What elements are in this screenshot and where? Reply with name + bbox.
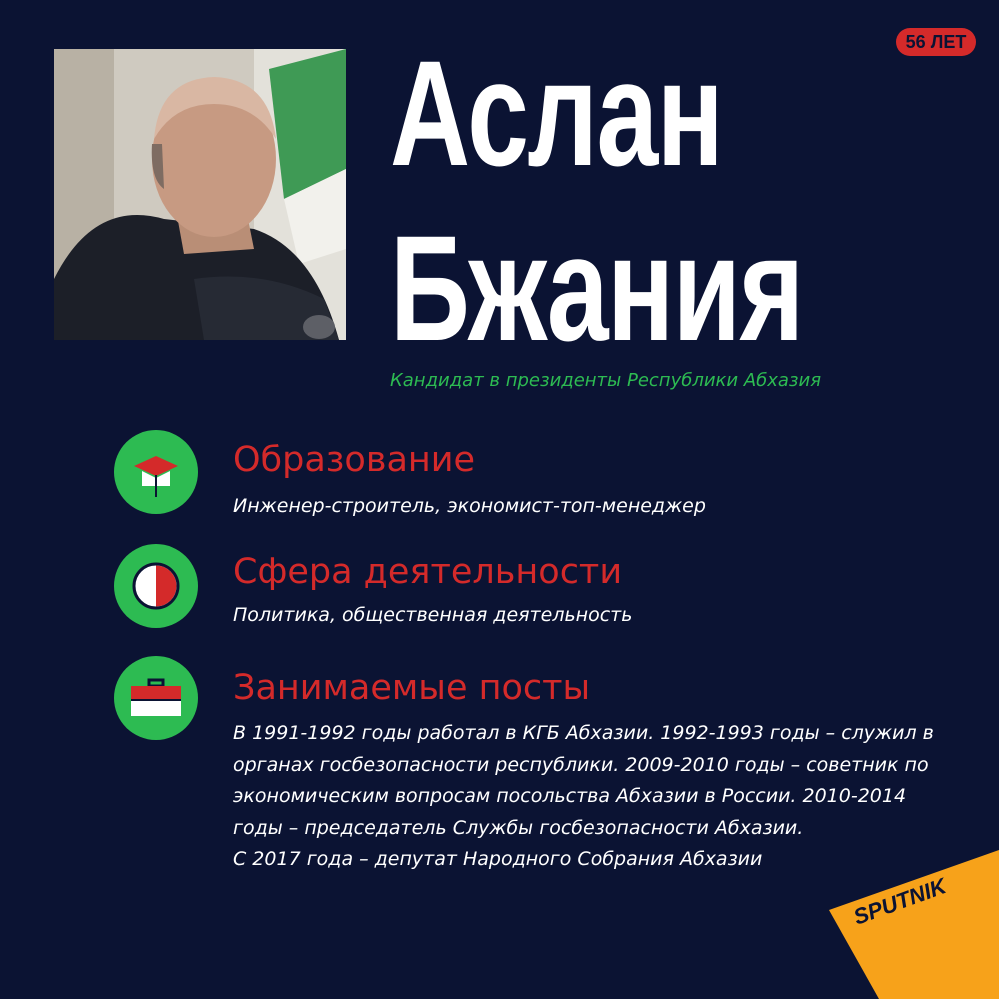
half-circle-icon bbox=[114, 544, 198, 628]
sputnik-logo bbox=[829, 850, 999, 999]
portrait-photo bbox=[54, 49, 346, 340]
posts-line: экономическим вопросам посольства Абхазии в России. 2010-2014 bbox=[233, 785, 907, 807]
sputnik-logo-text: SPUTNIK bbox=[850, 873, 950, 930]
first-name-heading: Аслан bbox=[390, 29, 723, 197]
age-badge: 56 ЛЕТ bbox=[896, 28, 976, 56]
education-text: Инженер-строитель, экономист-топ-менеджер bbox=[233, 495, 706, 517]
posts-line: В 1991-1992 годы работал в КГБ Абхазии. 1992-1993 годы – служил в bbox=[233, 722, 934, 744]
briefcase-icon bbox=[114, 656, 198, 740]
last-name-heading: Бжания bbox=[390, 204, 803, 372]
posts-title: Занимаемые посты bbox=[233, 668, 591, 708]
posts-line: органах госбезопасности республики. 2009-2010 годы – советник по bbox=[233, 753, 929, 776]
graduation-cap-icon bbox=[114, 430, 198, 514]
education-title: Образование bbox=[233, 440, 476, 480]
candidate-subtitle: Кандидат в президенты Республики Абхазия bbox=[390, 370, 822, 391]
sphere-text: Политика, общественная деятельность bbox=[233, 604, 633, 626]
sphere-title: Сфера деятельности bbox=[233, 552, 623, 592]
posts-line: годы – председатель Службы госбезопасности Абхазии. bbox=[233, 816, 804, 839]
posts-line: С 2017 года – депутат Народного Собрания Абхазии bbox=[233, 848, 763, 870]
